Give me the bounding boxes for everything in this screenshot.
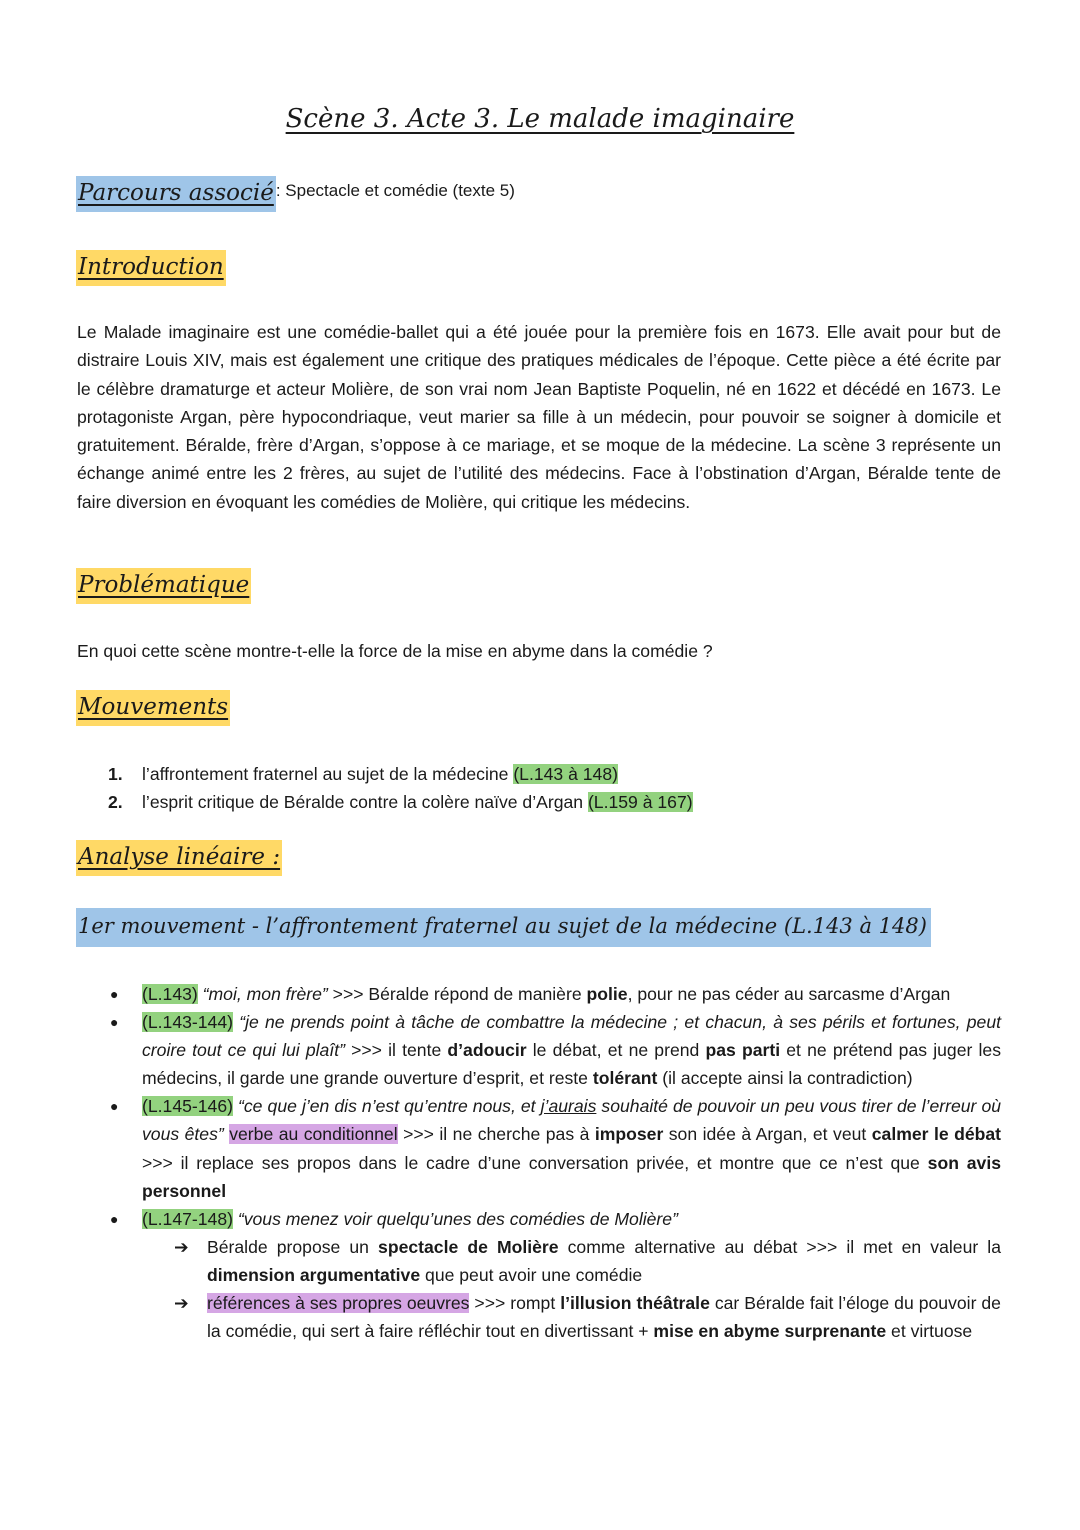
mouvement-ref: (L.143 à 148) [513, 764, 618, 784]
quote: “je ne prends point à tâche de combattre la médecine ; et chacun, à ses périls et fortunes, peut croire tout ce qui lui plaît” [142, 1012, 1002, 1061]
reference-note: références à ses propres oeuvres [207, 1293, 470, 1314]
mouvement-text: l’esprit critique de Béralde contre la colère naïve d’Argan [142, 792, 588, 812]
analysis-text: Béralde propose un [207, 1236, 379, 1257]
analysis-item [106, 980, 1001, 1008]
analysis-text: et ne prétend pas juger les médecins, il garde une grande ouverture d’esprit, et reste [142, 1040, 1001, 1089]
introduction-heading: Introduction [76, 250, 226, 286]
analysis-item [106, 1092, 1001, 1204]
section1-title: 1er mouvement - l’affrontement fraternel au sujet de la médecine (L.143 à 148) [76, 908, 931, 947]
grammar-note: verbe au conditionnel [229, 1124, 398, 1145]
arrow-icon: ➔ [174, 1236, 189, 1257]
analysis-text: le débat, et ne prend [526, 1040, 706, 1061]
analysis-text: (il accepte ainsi la contradiction) [657, 1068, 913, 1089]
introduction-paragraph: Le Malade imaginaire est une comédie-ballet qui a été jouée pour la première fois en 1673. Elle avait pour but de distraire Louis XIV, mais est également une critique des pratiques médicales de l’époque. Cette pièce a été écrite par le célèbre dramaturge et acteur Molière, de son vrai nom Jean Baptiste Poquelin, né en 1622 et décédé en 1673. Le protagoniste Argan, père hypocondriaque, veut marier sa fille à un médecin, pour pouvoir se soigner à domicile et gratuitement. Béralde, frère d’Argan, s’oppose à ce mariage, et se moque de la médecine. La scène 3 représente un échange animé entre les 2 frères, au sujet de l’utilité des médecins. Face à l’obstination d’Argan, Béralde tente de faire diversion en évoquant les comédies de Molière, qui critique les médecins. [77, 322, 1001, 512]
quote: “ce que j’en dis n’est qu’entre nous, et [238, 1096, 541, 1117]
keyword: calmer le débat [871, 1124, 1002, 1145]
line-ref: (L.143) [142, 984, 198, 1004]
line-ref: (L.145-146) [142, 1096, 233, 1117]
analysis-item [106, 1008, 1001, 1092]
keyword: d’adoucir [447, 1040, 527, 1061]
parcours-heading: Parcours associé [76, 176, 276, 212]
keyword: pas parti [705, 1040, 781, 1061]
analysis-text: >>> il tente [344, 1040, 448, 1061]
parcours-separator: : [275, 181, 281, 200]
analysis-text: >>> rompt [469, 1293, 561, 1314]
quote: “vous menez voir quelqu’unes des comédies de Molière” [237, 1208, 678, 1229]
analysis-text: comme alternative au débat >>> il met en valeur la [558, 1236, 1001, 1257]
bullet-icon: ● [110, 1014, 119, 1031]
parcours-value: Spectacle et comédie (texte 5) [280, 181, 515, 200]
mouvement-item [108, 760, 693, 788]
keyword: son avis personnel [142, 1152, 1001, 1201]
analysis-text: >>> il ne cherche pas à [397, 1124, 595, 1145]
quote: “moi, mon frère” [202, 984, 328, 1004]
arrow-icon: ➔ [174, 1293, 189, 1314]
mouvement-number: 2. [108, 792, 123, 812]
analysis-text: , pour ne pas céder au sarcasme d’Argan [627, 984, 951, 1004]
analysis-text: et virtuose [886, 1321, 973, 1342]
mouvement-number: 1. [108, 764, 123, 784]
analysis-item [106, 1205, 1001, 1345]
analysis-text: >>> Béralde répond de manière [327, 984, 587, 1004]
parcours-line [76, 176, 515, 212]
mouvement-item [108, 788, 693, 816]
sub-list [142, 1233, 1001, 1345]
bullet-icon: ● [110, 986, 119, 1002]
analyse-heading: Analyse linéaire : [76, 840, 282, 876]
keyword: dimension argumentative [207, 1264, 421, 1285]
analysis-list [106, 980, 1001, 1345]
analysis-text: >>> il replace ses propos dans le cadre d’une conversation privée, et montre que ce n’est que [142, 1152, 928, 1173]
problematique-paragraph: En quoi cette scène montre-t-elle la force de la mise en abyme dans la comédie ? [77, 641, 713, 661]
bullet-icon: ● [110, 1098, 119, 1115]
analysis-text: que peut avoir une comédie [420, 1264, 643, 1285]
keyword: polie [586, 984, 628, 1004]
analysis-text: son idée à Argan, et veut [663, 1124, 872, 1145]
bullet-icon: ● [110, 1210, 119, 1227]
line-ref: (L.147-148) [142, 1208, 233, 1229]
mouvement-ref: (L.159 à 167) [587, 792, 693, 812]
keyword: l’illusion théâtrale [560, 1293, 710, 1314]
quote: souhaité de pouvoir un peu vous tirer de l’erreur où vous êtes” [142, 1096, 1002, 1145]
mouvement-text: l’affrontement fraternel au sujet de la médecine [142, 764, 514, 784]
sub-item [142, 1289, 1001, 1345]
keyword: imposer [594, 1124, 664, 1145]
keyword: mise en abyme surprenante [653, 1321, 887, 1342]
sub-item [142, 1233, 1001, 1289]
analysis-text: car Béralde fait l’éloge du pouvoir de la comédie, qui sert à faire réfléchir tout en divertissant + [207, 1293, 1001, 1342]
mouvements-list [108, 760, 693, 816]
mouvements-heading: Mouvements [76, 690, 230, 726]
keyword: spectacle de Molière [378, 1236, 559, 1257]
quote-underlined: j’aurais [540, 1096, 597, 1117]
keyword: tolérant [592, 1068, 658, 1089]
line-ref: (L.143-144) [142, 1012, 233, 1033]
problematique-heading: Problématique [76, 568, 251, 604]
page-title: Scène 3. Acte 3. Le malade imaginaire [285, 104, 795, 134]
